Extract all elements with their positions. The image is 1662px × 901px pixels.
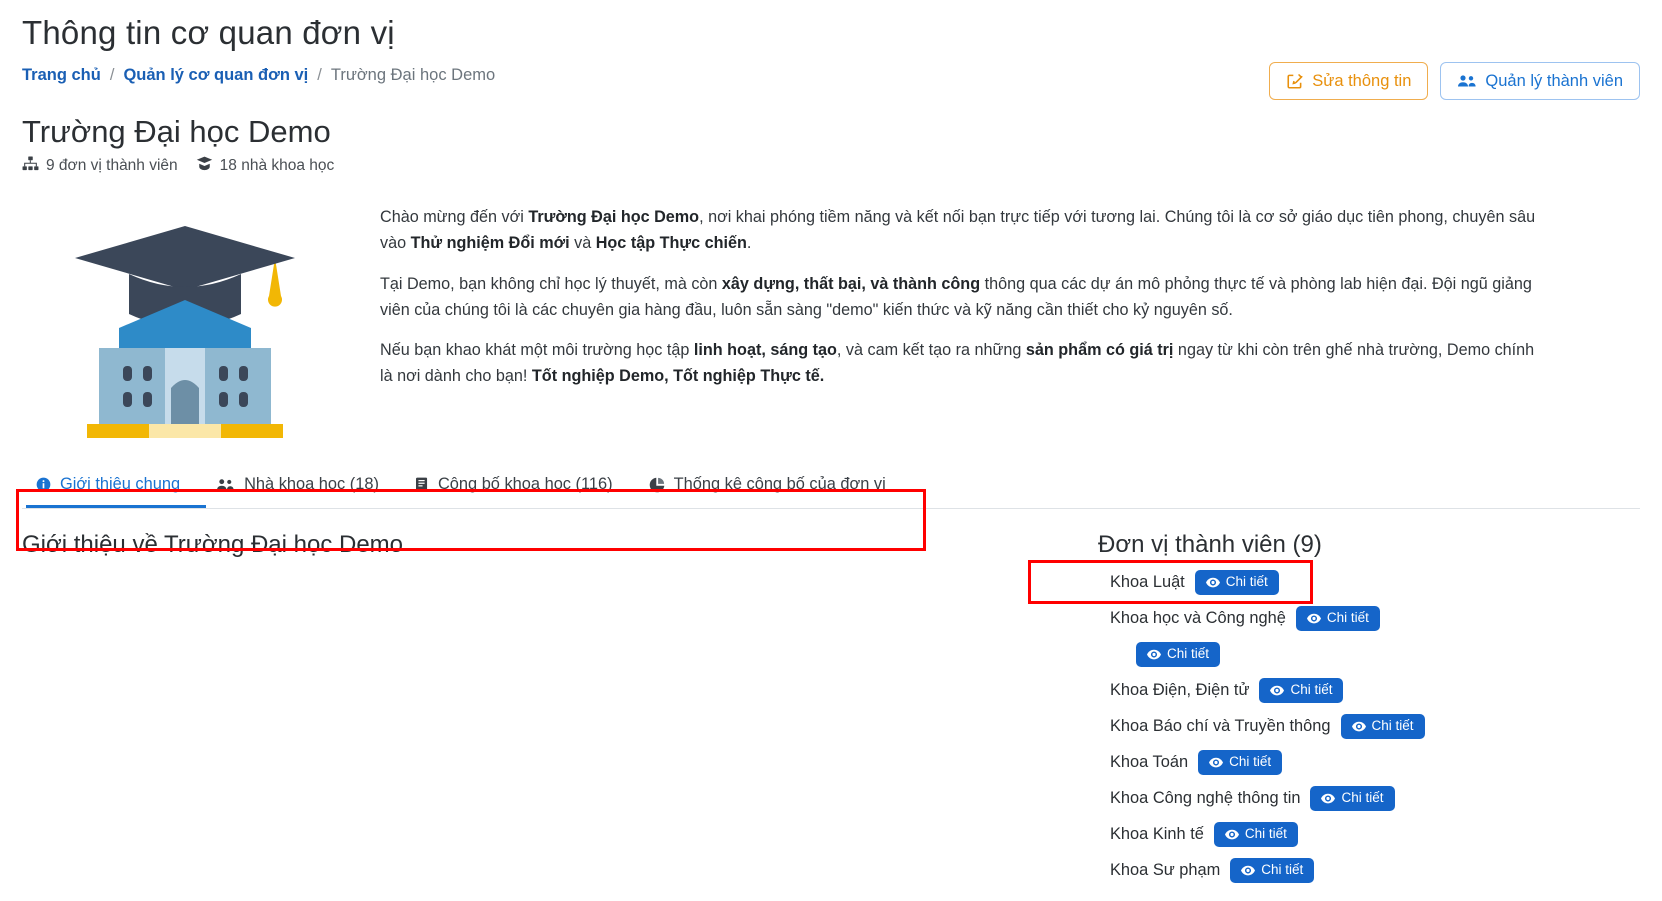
intro-text [380,192,1540,403]
organization-logo [22,192,352,451]
manage-members-label: Quản lý thành viên [1485,72,1623,90]
intro-text-run: Thử nghiệm Đổi mới [410,234,570,253]
intro-text-run: Nếu bạn khao khát một môi trường học tập [380,341,694,360]
meta-member-units-label: 9 đơn vị thành viên [46,157,178,175]
member-units-panel [1080,531,1640,891]
user-graduate-icon [196,156,213,176]
pie-chart-icon [649,477,665,493]
breadcrumb-item-home[interactable]: Trang chủ [22,66,101,84]
edit-info-label: Sửa thông tin [1312,72,1412,90]
content-area [22,531,1640,891]
unit-detail-button[interactable] [1195,570,1279,595]
unit-name: Khoa Sư phạm [1110,860,1221,879]
unit-detail-label: Chi tiết [1244,825,1287,841]
unit-name: Khoa Luật [1110,572,1185,591]
unit-detail-label: Chi tiết [1225,573,1268,589]
intro-text-run: thông qua các dự án mô phỏng thực tế và phòng lab hiện đại. Đội ngũ giảng viên của chúng tôi là các chuyên gia hàng đầu, luôn sẵn sàng "demo" kiến thức và kỹ năng cần thiết cho kỷ nguyên số. [380,274,1532,319]
intro-text-run: , nơi khai phóng tiềm năng và kết nối bạn trực tiếp với tương lai. Chúng tôi là cơ sở giáo dục tiên phong, chuyên sâu vào [380,208,1536,253]
intro-paragraph-3 [380,337,1540,389]
list-item[interactable] [1110,567,1640,597]
unit-name: Khoa học và Công nghệ [1110,608,1286,627]
sitemap-icon [22,156,39,176]
unit-detail-button[interactable] [1341,714,1425,739]
unit-detail-label: Chi tiết [1229,753,1272,769]
breadcrumb-separator: / [317,66,322,84]
list-item[interactable] [1110,639,1640,669]
intro-section [22,192,1640,451]
breadcrumb-item-current: Trường Đại học Demo [330,66,496,84]
member-units-title: Đơn vị thành viên (9) [1098,531,1322,559]
tab-bar [22,465,1640,509]
list-item[interactable] [1110,711,1640,741]
unit-name: Khoa Công nghệ thông tin [1110,788,1301,807]
unit-name: Khoa Toán [1110,752,1189,771]
header-actions [1269,62,1640,100]
intro-text-run: Học tập Thực chiến [595,234,747,253]
unit-name: Khoa Báo chí và Truyền thông [1110,716,1331,735]
intro-text-run: Tại Demo, bạn không chỉ học lý thuyết, mà còn [380,274,722,293]
meta-scientists [196,156,335,176]
eye-icon [1352,721,1366,732]
eye-icon [1209,757,1223,768]
eye-icon [1225,829,1239,840]
organization-name: Trường Đại học Demo [22,114,331,150]
unit-detail-label: Chi tiết [1371,717,1414,733]
intro-text-run: . [746,234,752,253]
tab-thong-ke-cong-bo[interactable] [639,465,912,508]
unit-name: Khoa Kinh tế [1110,824,1204,843]
unit-detail-button[interactable] [1230,858,1314,883]
organization-meta [22,156,1640,176]
intro-text-run: xây dựng, thất bại, và thành công [721,274,981,293]
edit-square-icon [1286,72,1304,90]
users-icon [216,477,235,492]
eye-icon [1270,685,1284,696]
intro-panel [22,531,1040,891]
intro-text-run: ngay từ khi còn trên ghế nhà trường, Demo chính là nơi dành cho bạn! [380,341,1535,386]
unit-detail-label: Chi tiết [1261,861,1304,877]
unit-detail-button[interactable] [1136,642,1220,667]
unit-name: Khoa Điện, Điện tử [1110,680,1250,699]
tab-cong-bo-khoa-hoc[interactable] [405,465,639,508]
unit-detail-label: Chi tiết [1341,789,1384,805]
eye-icon [1147,649,1161,660]
list-item[interactable] [1110,675,1640,705]
page-title: Thông tin cơ quan đơn vị [22,14,395,51]
breadcrumb [22,62,495,85]
intro-text-run: linh hoạt, sáng tạo [693,341,837,360]
intro-text-run: , và cam kết tạo ra những [836,341,1026,360]
breadcrumb-item-org-management[interactable]: Quản lý cơ quan đơn vị [123,66,309,84]
list-item[interactable] [1110,783,1640,813]
meta-scientists-label: 18 nhà khoa học [219,157,335,175]
eye-icon [1307,613,1321,624]
intro-text-run: Tốt nghiệp Demo, Tốt nghiệp Thực tế. [531,367,825,386]
list-item[interactable] [1110,855,1640,885]
eye-icon [1241,865,1255,876]
tab-gioi-thieu-chung[interactable] [26,465,206,508]
book-icon [415,477,429,492]
tab-label: Giới thiệu chung [60,475,181,494]
users-icon [1457,73,1477,89]
info-circle-icon [36,477,51,492]
intro-paragraph-1 [380,204,1540,256]
eye-icon [1321,793,1335,804]
unit-detail-button[interactable] [1259,678,1343,703]
unit-detail-label: Chi tiết [1290,681,1333,697]
tab-label: Thống kê công bố của đơn vị [673,475,886,494]
breadcrumb-separator: / [109,66,115,84]
unit-detail-button[interactable] [1214,822,1298,847]
section-heading: Giới thiệu về Trường Đại học Demo [22,531,404,559]
unit-detail-label: Chi tiết [1326,609,1369,625]
meta-member-units [22,156,178,176]
tab-label: Công bố khoa học (116) [437,475,613,494]
manage-members-button[interactable] [1440,62,1640,100]
intro-paragraph-2 [380,271,1540,323]
unit-detail-label: Chi tiết [1167,645,1210,661]
intro-text-run: Chào mừng đến với [380,208,529,227]
edit-info-button[interactable] [1269,62,1428,100]
list-item[interactable] [1110,819,1640,849]
tab-nha-khoa-hoc[interactable] [206,465,405,508]
intro-text-run: và [569,234,596,253]
unit-detail-button[interactable] [1310,786,1394,811]
unit-detail-button[interactable] [1198,750,1282,775]
tab-label: Nhà khoa học (18) [244,475,379,494]
list-item[interactable] [1110,747,1640,777]
list-item[interactable] [1110,603,1640,633]
member-units-list [1096,567,1640,885]
university-building-icon [57,196,317,451]
breadcrumb-row [22,62,1640,100]
unit-detail-button[interactable] [1296,606,1380,631]
intro-text-run: Trường Đại học Demo [528,208,700,227]
eye-icon [1206,577,1220,588]
intro-text-run: sản phẩm có giá trị [1025,341,1174,360]
